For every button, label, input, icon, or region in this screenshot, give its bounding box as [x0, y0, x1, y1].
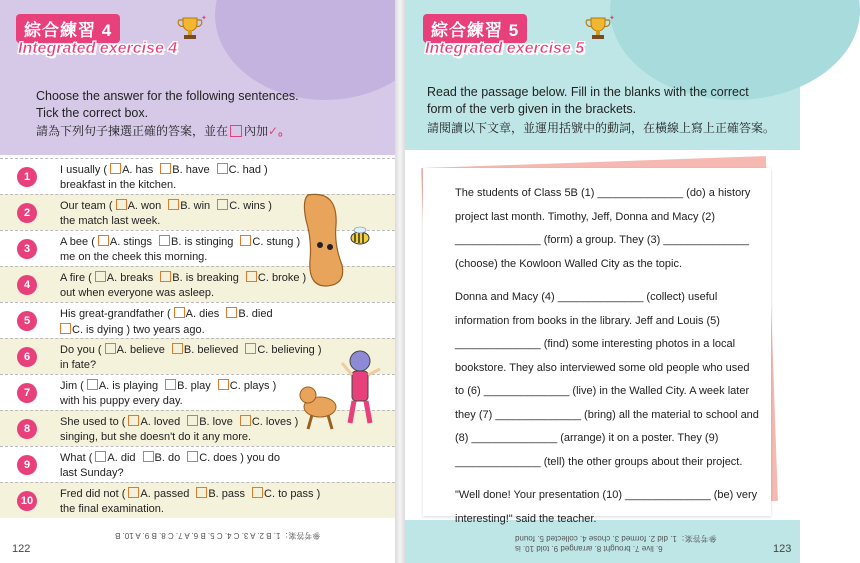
- question-number: 8: [17, 419, 37, 439]
- question-stem: I usually (: [60, 164, 108, 176]
- option-a-checkbox[interactable]: [87, 379, 98, 390]
- question-stem: She used to (: [60, 416, 126, 428]
- question-continuation: breakfast in the kitchen.: [60, 179, 177, 191]
- option-a-checkbox[interactable]: [95, 271, 106, 282]
- option-a-label: A. believe: [116, 344, 165, 356]
- question-continuation: in fate?: [60, 359, 97, 371]
- right-instructions-en: Read the passage below. Fill in the blanks with the correct form of the verb given in the brackets.: [427, 85, 749, 116]
- right-title-cn: 綜合練習 5: [423, 14, 527, 43]
- answer-key-line-2: 6. live 7. brought 8. arranged 9. told 10. is: [515, 544, 663, 553]
- passage-paragraph-2: Donna and Macy (4) ______________ (collect) useful information from books in the library. Jeff and Louis (5) ______________ (find) some interesting photos in a local bookstore. They also interviewed some old people who used to (6) ______________ (live) in the Walled City. A week later they (7) ______________ (bring) all the material to school and (8) ______________ (arrange) it on a poster. They (9) ______________ (tell) the other groups about their project.: [455, 291, 759, 468]
- right-instructions-cn: 請閱讀以下文章，並運用括號中的動詞，在橫線上寫上正確答案。: [427, 121, 776, 135]
- question-number: 2: [17, 203, 37, 223]
- option-a-label: A. did: [107, 452, 136, 464]
- question-line-1: [60, 163, 272, 176]
- option-a-checkbox[interactable]: [98, 235, 109, 246]
- question-line-1: [60, 271, 310, 284]
- option-b-label: B. pass: [208, 488, 246, 500]
- question-line-1: [60, 199, 276, 212]
- question-line-1: [60, 307, 277, 320]
- question-line-2: [60, 503, 164, 515]
- book-gutter: [395, 0, 405, 563]
- left-page: [0, 0, 395, 563]
- trophy-icon: [583, 14, 613, 44]
- answer-key-upside-down: [515, 533, 717, 553]
- svg-text:✦: ✦: [201, 15, 207, 22]
- question-line-2: [60, 251, 207, 263]
- option-b-label: B. love: [199, 416, 233, 428]
- right-page: [405, 0, 800, 563]
- option-b-label: B. win: [180, 200, 211, 212]
- option-b-checkbox[interactable]: [196, 487, 207, 498]
- option-c-checkbox[interactable]: [217, 199, 228, 210]
- question-number: 4: [17, 275, 37, 295]
- peanut-bee-illustration: [298, 190, 378, 290]
- instruction-cn-part-1: 請為下列句子揀選正確的答案，並在: [36, 124, 229, 138]
- question-row: [0, 158, 395, 194]
- option-c-checkbox[interactable]: [252, 487, 263, 498]
- left-title-cn: 綜合練習 4: [16, 14, 120, 43]
- question-continuation: the final examination.: [60, 503, 164, 515]
- option-c-label: C. believing ): [257, 344, 322, 356]
- left-title-en: Integrated exercise 4: [18, 40, 178, 57]
- question-line-1: [60, 415, 302, 428]
- instruction-line-1: Choose the answer for the following sentences.: [36, 89, 299, 103]
- option-c-label: C. wins ): [229, 200, 272, 212]
- option-c-checkbox[interactable]: [240, 415, 251, 426]
- option-c-checkbox[interactable]: [187, 451, 198, 462]
- option-a-label: A. has: [122, 164, 154, 176]
- question-line-1: [60, 235, 304, 248]
- option-b-checkbox[interactable]: [226, 307, 237, 318]
- question-number: 10: [17, 491, 37, 511]
- option-c-checkbox[interactable]: [245, 343, 256, 354]
- left-instructions-en: [36, 88, 336, 122]
- page-number: 123: [773, 543, 792, 555]
- question-continuation: me on the cheek this morning.: [60, 251, 208, 263]
- option-b-label: B. is stinging: [171, 236, 234, 248]
- question-stem: His great-grandfather (: [60, 308, 171, 320]
- question-number: 7: [17, 383, 37, 403]
- passage-paragraph-1: The students of Class 5B (1) ______________ (do) a history project last month. Timothy, Jeff, Donna and Macy (2) ______________ (form) a group. They (3) ______________ (choose) the Kowloon Walled City as the topic.: [455, 187, 751, 270]
- question-line-1: [60, 379, 280, 392]
- question-stem: Our team (: [60, 200, 113, 212]
- question-line-1: [60, 343, 326, 356]
- option-c-label: C. loves ): [251, 416, 299, 428]
- question-row: [0, 446, 395, 482]
- option-b-checkbox[interactable]: [187, 415, 198, 426]
- option-a-checkbox[interactable]: [128, 487, 139, 498]
- option-c-checkbox[interactable]: [240, 235, 251, 246]
- question-line-2: [60, 467, 124, 479]
- option-a-checkbox[interactable]: [174, 307, 185, 318]
- page-number: 122: [12, 543, 31, 555]
- answer-key-line-1: 參考答案：1. did 2. formed 3. chose 4. collected 5. found: [515, 534, 717, 543]
- question-continuation: last Sunday?: [60, 467, 124, 479]
- svg-text:✦: ✦: [609, 15, 615, 22]
- option-b-checkbox[interactable]: [160, 163, 171, 174]
- option-a-checkbox[interactable]: [116, 199, 127, 210]
- question-stem: What (: [60, 452, 93, 464]
- question-line-2: [60, 395, 183, 407]
- option-a-label: A. won: [127, 200, 162, 212]
- answer-key-upside-down: 參考答案：1. B 2. A 3. C 4. C 5. B 6. A 7. C 8. B 9. A 10. B: [115, 531, 321, 540]
- question-line-2: [60, 431, 251, 443]
- option-c-label: C. does ) you do: [199, 452, 280, 464]
- question-number: 9: [17, 455, 37, 475]
- question-continuation: with his puppy every day.: [60, 395, 183, 407]
- question-continuation: C. is dying ) two years ago.: [72, 324, 205, 336]
- option-a-label: A. dies: [185, 308, 220, 320]
- option-c-label: C. stung ): [252, 236, 301, 248]
- option-b-checkbox[interactable]: [172, 343, 183, 354]
- option-c-label: C. to pass ): [264, 488, 321, 500]
- instruction-line-2: Tick the correct box.: [36, 106, 149, 120]
- option-c-checkbox[interactable]: [246, 271, 257, 282]
- option-a-label: A. stings: [109, 236, 153, 248]
- box-icon: [230, 125, 242, 137]
- girl-and-dog-illustration: [290, 345, 390, 435]
- question-stem: Jim (: [60, 380, 84, 392]
- question-number: 6: [17, 347, 37, 367]
- option-b-checkbox[interactable]: [159, 235, 170, 246]
- option-b-checkbox[interactable]: [165, 379, 176, 390]
- passage-card: [423, 168, 771, 525]
- option-b-checkbox[interactable]: [143, 451, 154, 462]
- question-line-2: [60, 179, 176, 191]
- question-stem: A bee (: [60, 236, 95, 248]
- question-continuation: out when everyone was asleep.: [60, 287, 215, 299]
- question-line-1: [60, 451, 284, 464]
- option-a-checkbox[interactable]: [105, 343, 116, 354]
- option-c-label: C. broke ): [257, 272, 307, 284]
- option-c-label: C. plays ): [229, 380, 277, 392]
- question-line-2: [60, 323, 205, 336]
- option-a-label: A. passed: [140, 488, 190, 500]
- option-c-checkbox[interactable]: [60, 323, 71, 334]
- question-continuation: singing, but she doesn't do it any more.: [60, 431, 252, 443]
- option-b-label: B. believed: [183, 344, 239, 356]
- trophy-icon: [175, 14, 205, 44]
- option-a-checkbox[interactable]: [128, 415, 139, 426]
- question-continuation: the match last week.: [60, 215, 161, 227]
- instruction-cn-part-2: 內加: [244, 124, 269, 138]
- option-c-checkbox[interactable]: [218, 379, 229, 390]
- question-number: 1: [17, 167, 37, 187]
- question-stem: A fire (: [60, 272, 92, 284]
- question-line-2: [60, 359, 96, 371]
- option-b-checkbox[interactable]: [160, 271, 171, 282]
- question-stem: Fred did not (: [60, 488, 126, 500]
- question-line-2: [60, 215, 160, 227]
- option-c-label: C. had ): [228, 164, 268, 176]
- question-number: 5: [17, 311, 37, 331]
- option-b-label: B. play: [177, 380, 211, 392]
- question-row: [0, 302, 395, 338]
- passage-text: [435, 182, 759, 531]
- passage-paragraph-3: "Well done! Your presentation (10) ______________ (be) very interesting!" said the teacher.: [455, 489, 758, 525]
- option-a-label: A. breaks: [106, 272, 154, 284]
- question-row: [0, 482, 395, 518]
- question-line-1: [60, 487, 324, 500]
- right-title-en: Integrated exercise 5: [425, 40, 585, 57]
- option-b-label: B. do: [154, 452, 181, 464]
- option-b-label: B. died: [238, 308, 273, 320]
- option-a-label: A. is playing: [98, 380, 159, 392]
- question-line-2: [60, 287, 214, 299]
- question-number: 3: [17, 239, 37, 259]
- option-a-checkbox[interactable]: [95, 451, 106, 462]
- option-a-checkbox[interactable]: [110, 163, 121, 174]
- tick-icon: ✓。: [268, 124, 291, 138]
- option-b-label: B. have: [172, 164, 210, 176]
- option-b-checkbox[interactable]: [168, 199, 179, 210]
- left-instructions-cn: [36, 123, 290, 140]
- question-stem: Do you (: [60, 344, 102, 356]
- option-b-label: B. is breaking: [172, 272, 239, 284]
- option-c-checkbox[interactable]: [217, 163, 228, 174]
- option-a-label: A. loved: [140, 416, 181, 428]
